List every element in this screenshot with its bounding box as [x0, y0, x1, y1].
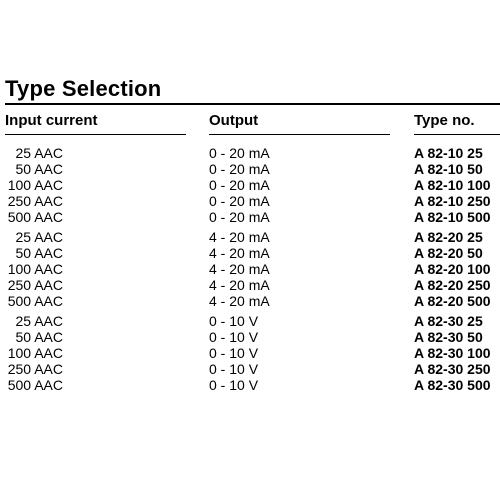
input-current-cell: 500 AAC	[7, 377, 63, 393]
output-cell: 0 - 20 mA	[209, 209, 270, 225]
output-cell: 0 - 10 V	[209, 345, 259, 361]
column-header-input-current: Input current	[5, 112, 98, 129]
page-title: Type Selection	[5, 76, 162, 101]
type-number-cell: A 82-20 50	[414, 245, 483, 261]
output-cell: 0 - 10 V	[209, 361, 259, 377]
type-number-cell: A 82-20 250	[414, 277, 491, 293]
input-current-cell: 100 AAC	[7, 261, 63, 277]
type-number-cell: A 82-30 250	[414, 361, 491, 377]
input-current-cell: 25 AAC	[15, 313, 63, 329]
output-cell: 0 - 10 V	[209, 313, 259, 329]
input-current-cell: 250 AAC	[7, 193, 63, 209]
output-cell: 0 - 10 V	[209, 377, 259, 393]
type-number-cell: A 82-30 100	[414, 345, 491, 361]
input-current-cell: 100 AAC	[7, 345, 63, 361]
input-current-cell: 50 AAC	[15, 329, 63, 345]
output-cell: 4 - 20 mA	[209, 261, 270, 277]
output-cell: 0 - 10 V	[209, 329, 259, 345]
column-header-output: Output	[209, 112, 259, 129]
type-number-cell: A 82-20 500	[414, 293, 491, 309]
column-divider-type-no	[414, 134, 500, 135]
output-cell: 4 - 20 mA	[209, 293, 270, 309]
type-number-cell: A 82-10 25	[414, 145, 483, 161]
input-current-cell: 50 AAC	[15, 161, 63, 177]
column-divider-output	[209, 134, 390, 135]
output-cell: 0 - 20 mA	[209, 161, 270, 177]
output-cell: 4 - 20 mA	[209, 229, 270, 245]
type-number-cell: A 82-10 100	[414, 177, 491, 193]
type-number-cell: A 82-10 250	[414, 193, 491, 209]
type-number-cell: A 82-20 25	[414, 229, 483, 245]
type-number-cell: A 82-30 500	[414, 377, 491, 393]
input-current-cell: 25 AAC	[15, 145, 63, 161]
output-cell: 0 - 20 mA	[209, 145, 270, 161]
type-number-cell: A 82-10 500	[414, 209, 491, 225]
input-current-cell: 50 AAC	[15, 245, 63, 261]
column-divider-input-current	[5, 134, 186, 135]
output-cell: 0 - 20 mA	[209, 193, 270, 209]
input-current-cell: 25 AAC	[15, 229, 63, 245]
type-number-cell: A 82-10 50	[414, 161, 483, 177]
type-number-cell: A 82-30 50	[414, 329, 483, 345]
output-cell: 0 - 20 mA	[209, 177, 270, 193]
input-current-cell: 250 AAC	[7, 361, 63, 377]
type-number-cell: A 82-20 100	[414, 261, 491, 277]
title-divider	[5, 103, 500, 105]
input-current-cell: 100 AAC	[7, 177, 63, 193]
column-header-type-no: Type no.	[414, 112, 475, 129]
input-current-cell: 250 AAC	[7, 277, 63, 293]
output-cell: 4 - 20 mA	[209, 245, 270, 261]
type-number-cell: A 82-30 25	[414, 313, 483, 329]
input-current-cell: 500 AAC	[7, 209, 63, 225]
input-current-cell: 500 AAC	[7, 293, 63, 309]
output-cell: 4 - 20 mA	[209, 277, 270, 293]
